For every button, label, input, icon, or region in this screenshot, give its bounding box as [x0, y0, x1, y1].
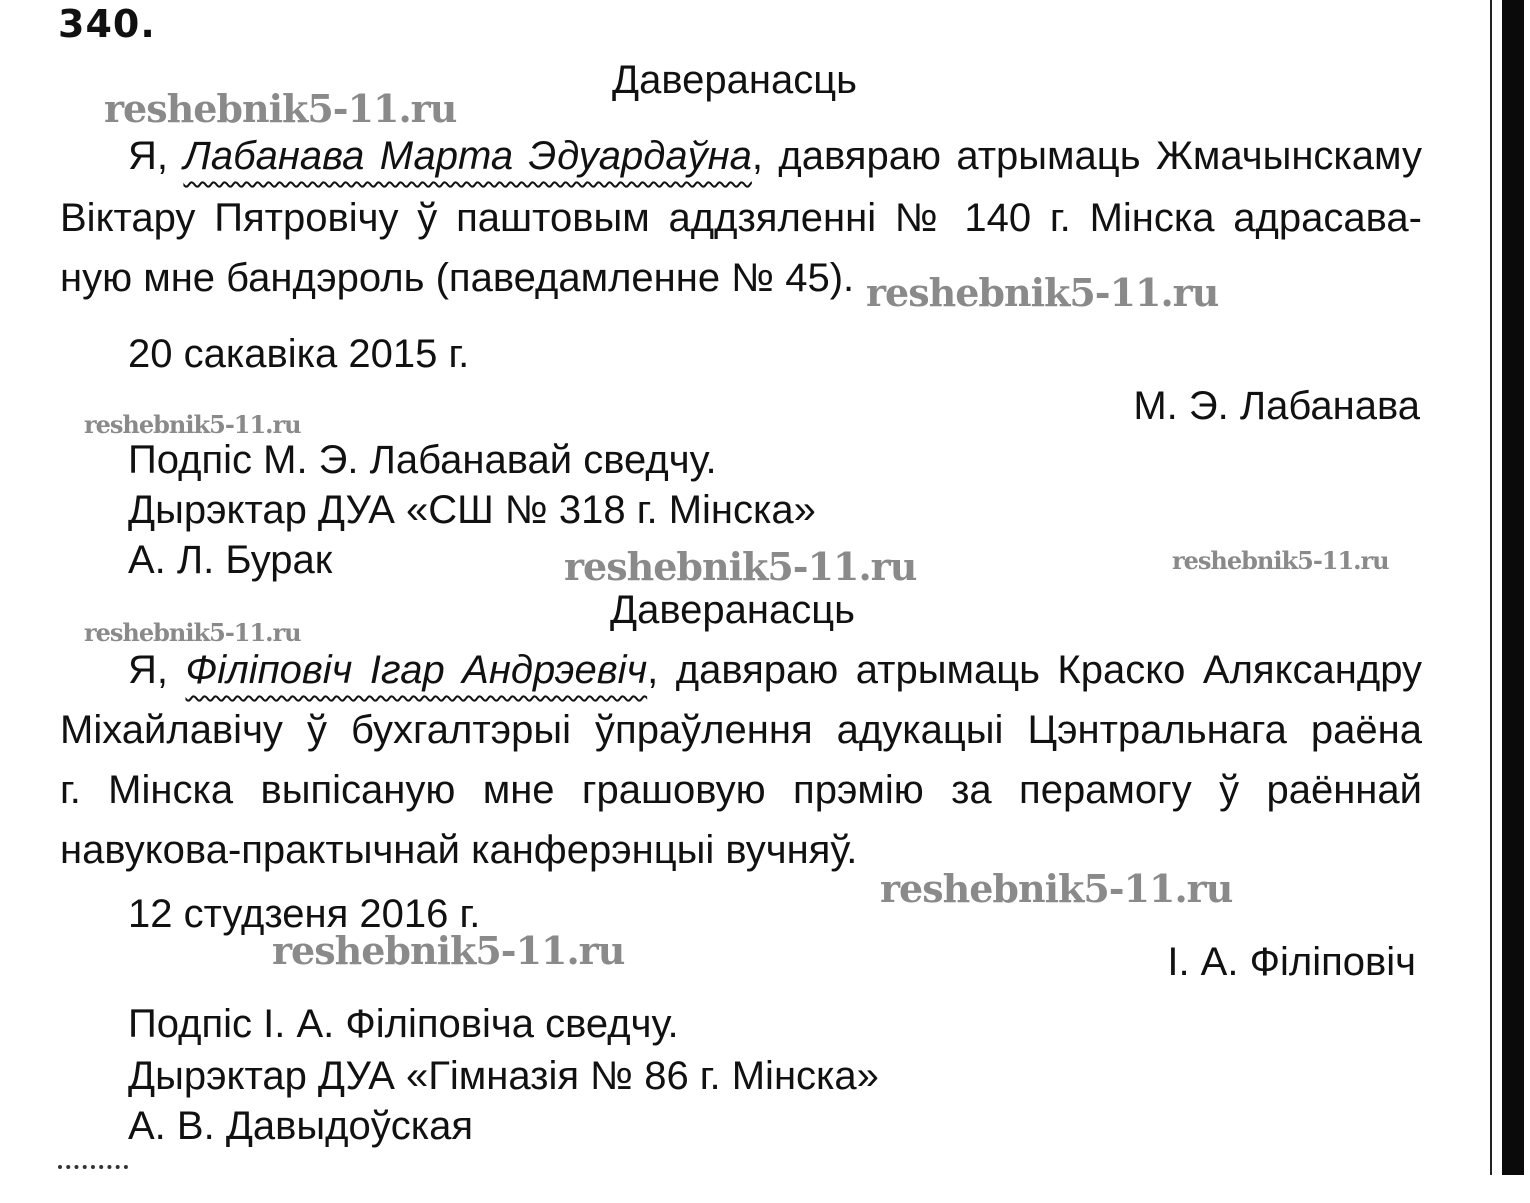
doc1-signature: М. Э. Лабанава [1133, 384, 1420, 428]
doc1-certification: Подпіс М. Э. Лабанавай сведчу. [128, 438, 717, 482]
doc1-paragraph-line-3: ную мне бандэроль (паведамленне № 45). [60, 256, 855, 300]
doc1-director-title: Дырэктар ДУА «СШ № 318 г. Мінска» [128, 488, 816, 532]
doc2-paragraph-line-2: Міхайлавічу ў бухгалтэрыі ўпраўлення адукацыі Цэнтральнага раёна [60, 708, 1422, 752]
doc1-title: Даверанасць [612, 58, 857, 102]
watermark: reshebnik5-11.ru [272, 928, 625, 973]
page-edge-line [1490, 0, 1492, 1175]
exercise-number: 340. [58, 2, 156, 46]
doc2-certification: Подпіс І. А. Філіповіча сведчу. [128, 1002, 679, 1046]
page-edge-shadow [1502, 0, 1524, 1175]
doc1-principal-name: Лабанава Марта Эдуардаўна [183, 134, 752, 178]
doc1-l1-before: Я, [128, 134, 184, 178]
watermark: reshebnik5-11.ru [84, 410, 301, 439]
doc2-title: Даверанасць [610, 588, 855, 632]
doc2-paragraph-line-1 [60, 646, 1422, 694]
doc1-director-name: А. Л. Бурак [128, 538, 333, 582]
watermark: reshebnik5-11.ru [84, 618, 301, 647]
doc1-paragraph-line-1 [60, 132, 1422, 180]
doc1-date: 20 сакавіка 2015 г. [128, 332, 470, 376]
cut-off-next-text [58, 1165, 128, 1177]
watermark: reshebnik5-11.ru [880, 866, 1233, 911]
doc2-paragraph-line-4: навукова-практычнай канферэнцыі вучняў. [60, 828, 858, 872]
watermark: reshebnik5-11.ru [1172, 546, 1389, 575]
doc2-l1-after: , давяраю атрымаць Краско Аляксандру [647, 648, 1423, 692]
watermark: reshebnik5-11.ru [866, 270, 1219, 315]
watermark: reshebnik5-11.ru [564, 544, 917, 589]
watermark: reshebnik5-11.ru [104, 86, 457, 131]
doc1-paragraph-line-2: Віктару Пятровічу ў паштовым аддзяленні № 140 г. Мінска адрасава- [60, 196, 1422, 240]
doc1-l1-after: , давяраю атрымаць Жмачынскаму [751, 134, 1422, 178]
doc2-paragraph-line-3: г. Мінска выпісаную мне грашовую прэмію за перамогу ў раённай [60, 768, 1422, 812]
doc2-date: 12 студзеня 2016 г. [128, 892, 481, 936]
doc2-signature: І. А. Філіповіч [1167, 940, 1416, 984]
doc2-l1-before: Я, [128, 648, 186, 692]
doc2-principal-name: Філіповіч Ігар Андрэевіч [185, 648, 648, 692]
doc2-director-title: Дырэктар ДУА «Гімназія № 86 г. Мінска» [128, 1054, 879, 1098]
doc2-director-name: А. В. Давыдоўская [128, 1104, 474, 1148]
